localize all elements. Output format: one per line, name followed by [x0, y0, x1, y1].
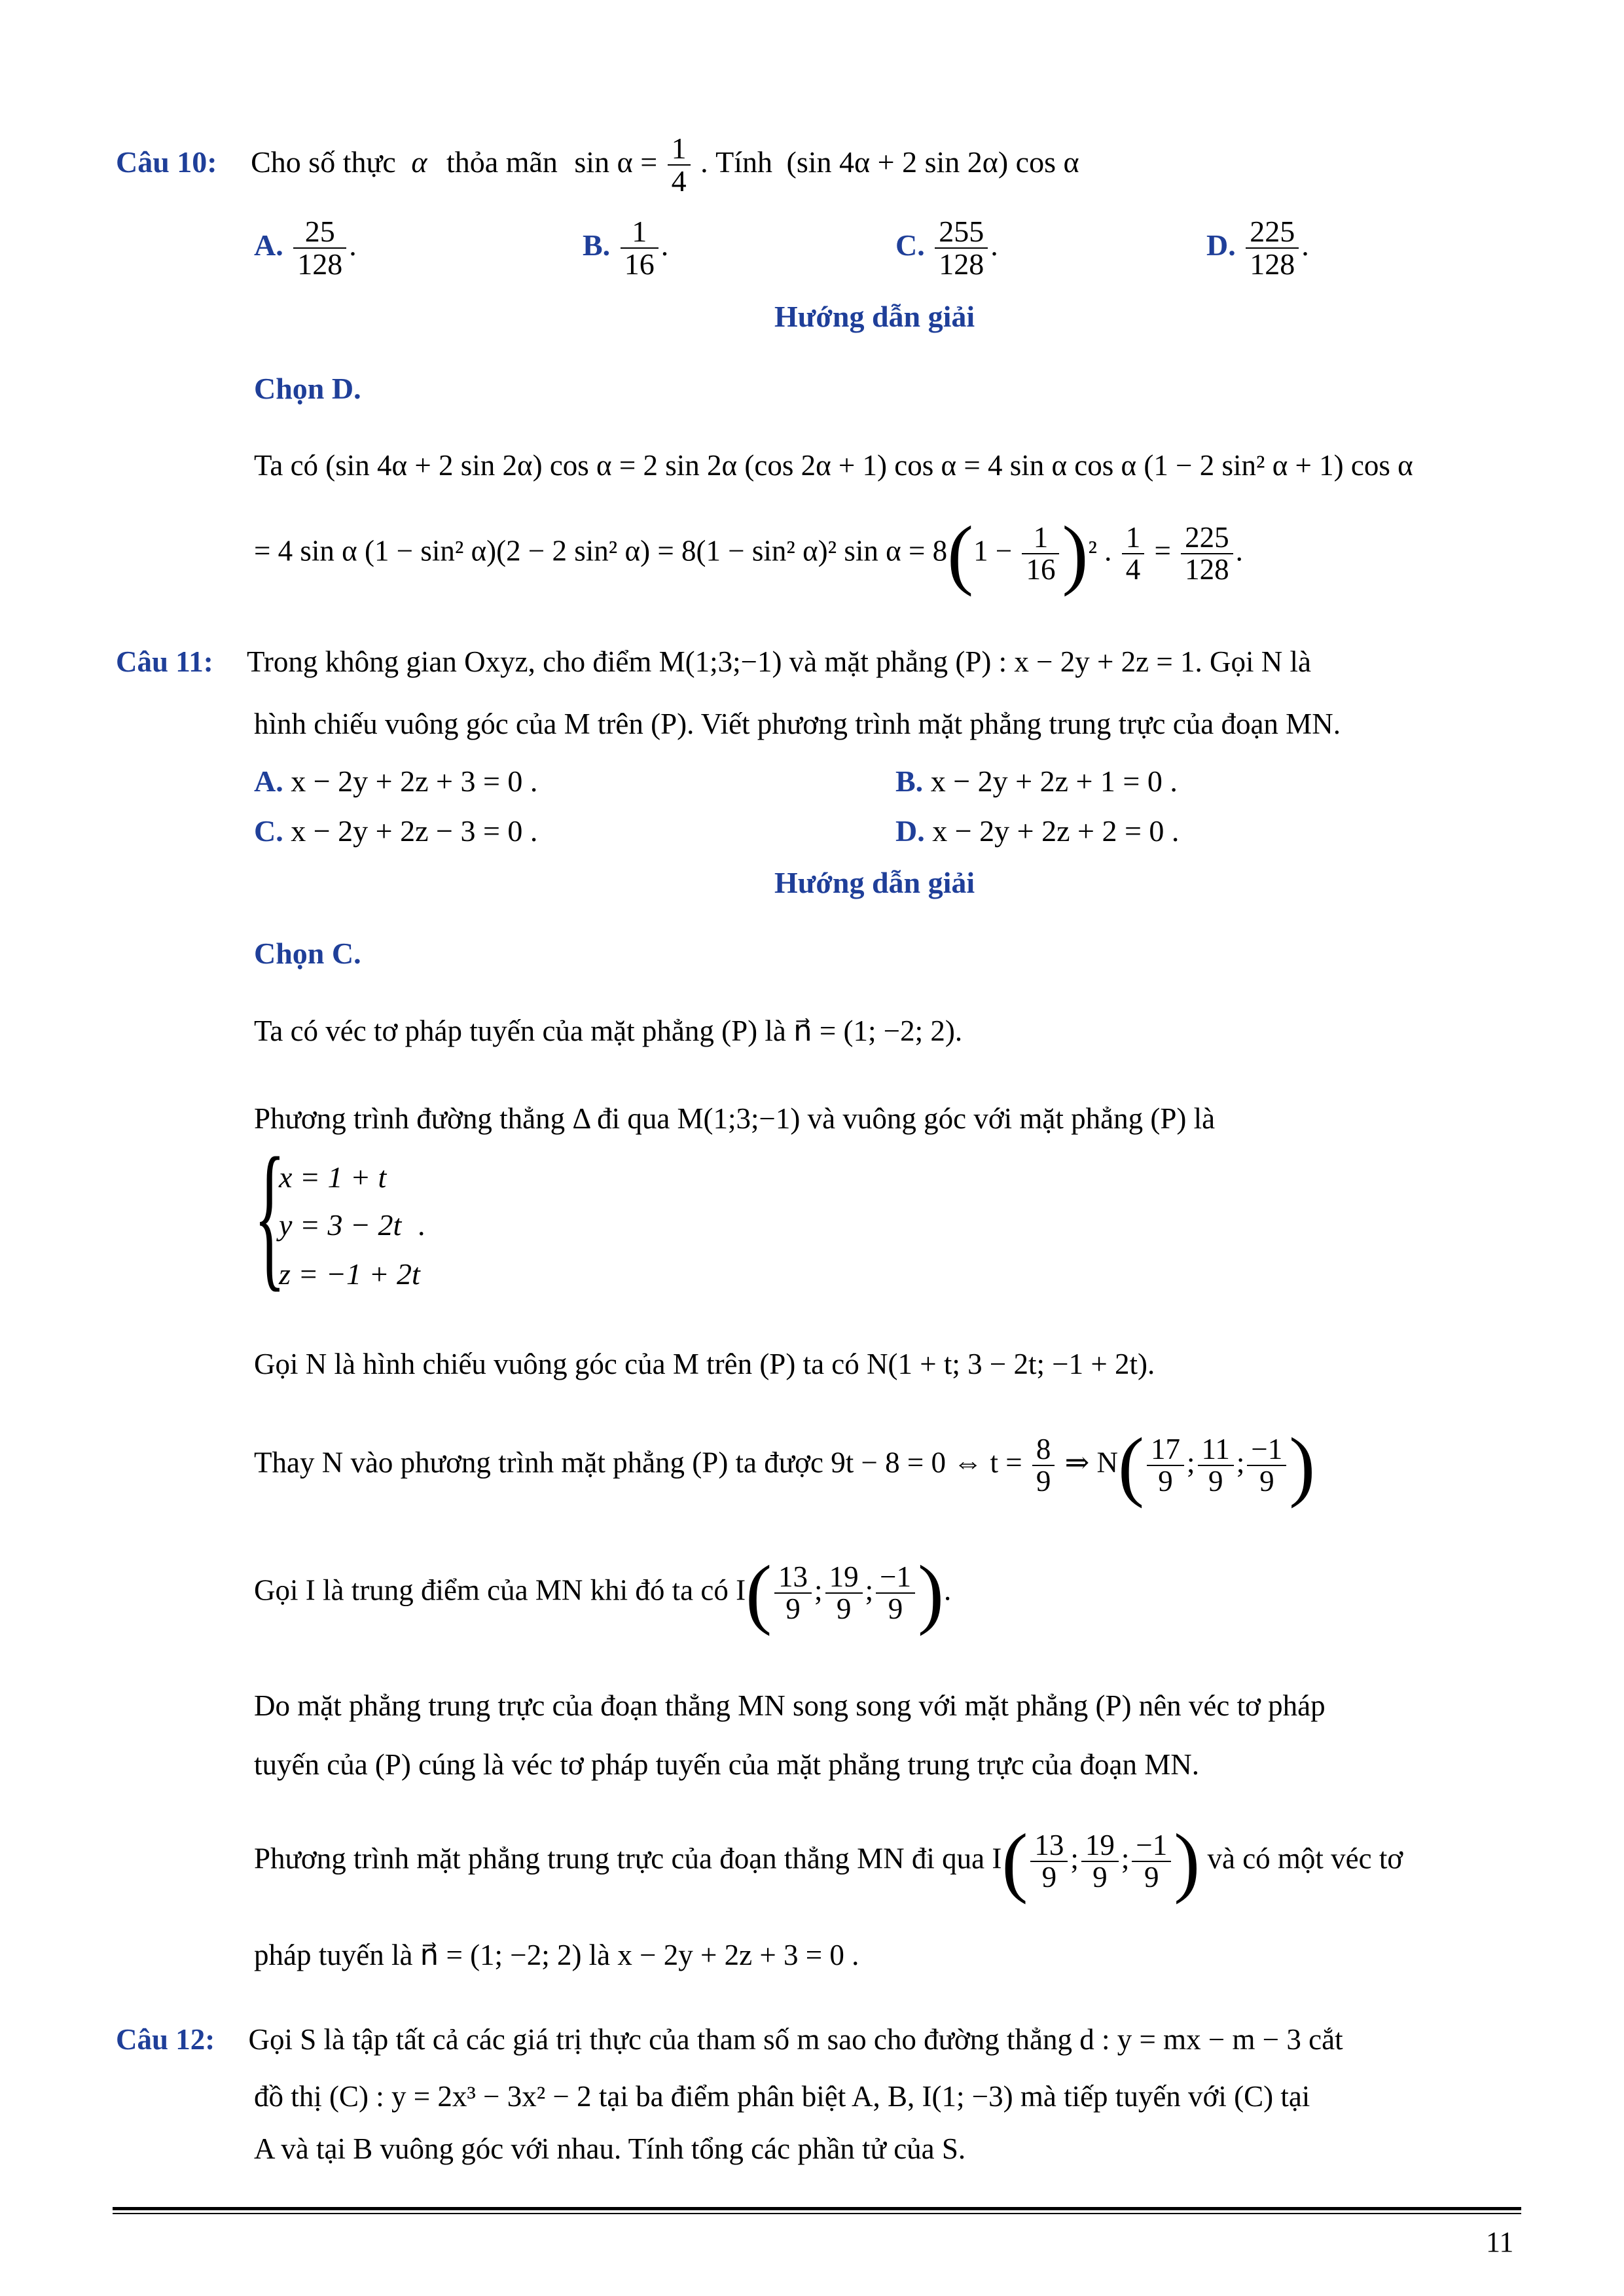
q11-option-c[interactable]: [254, 814, 537, 848]
q10-option-b-den: 16: [624, 247, 655, 281]
q11-sol-midpoint: Gọi I là trung điểm của MN khi đó ta có I( $\frac{13}{9}$ ; $\frac{19}{9}$ ; $\frac{-1}{9}$ ).: [254, 1549, 952, 1636]
q10-option-c-den: 128: [939, 247, 984, 281]
q12-line1-text: Gọi S là tập tất cả các giá trị thực của tham số m sao cho đường thẳng d : y = mx − m − 3 cắt: [248, 2023, 1343, 2056]
q11-s5-c3n: −1: [876, 1562, 915, 1594]
q11-s7-a: Phương trình mặt phẳng trung trực của đoạn thẳng MN đi qua I: [254, 1842, 1002, 1875]
q11-option-b-text: x − 2y + 2z + 1 = 0 .: [930, 764, 1178, 798]
q11-s4-c1d: 9: [1158, 1465, 1173, 1498]
q10-sin-fraction: [668, 133, 691, 198]
q10-stem-b: thỏa mãn: [446, 145, 558, 179]
q11-option-b[interactable]: [895, 764, 1178, 798]
q10-answer-choice: Chọn D.: [254, 372, 361, 405]
q11-s7-c1n: 13: [1030, 1830, 1068, 1862]
q11-s5-c1n: 13: [774, 1562, 812, 1594]
q11-param-system: [254, 1124, 450, 1306]
q10-option-b-letter: B.: [583, 228, 611, 262]
q10-option-a-fraction: [293, 216, 346, 281]
q11-sys-x: x = 1 + t: [279, 1160, 387, 1194]
q10-sol2-n3: 225: [1181, 522, 1233, 554]
q10-sol2-a: = 4 sin α (1 − sin² α)(2 − 2 sin² α) = 8(1 − sin² α)² sin α = 8: [254, 534, 948, 567]
q11-s5-coord1: [774, 1562, 812, 1625]
q10-sin-num: 1: [668, 133, 691, 166]
q11-s7-c2d: 9: [1092, 1861, 1108, 1893]
q10-sol2-end: .: [1235, 534, 1243, 567]
q11-s7-coord2: [1081, 1830, 1119, 1893]
q10-option-a[interactable]: A. $\frac{25}{128}$ .: [254, 215, 357, 281]
q11-s4-n: 8: [1032, 1434, 1055, 1466]
q11-s4-coord2: [1198, 1434, 1234, 1498]
q11-s5-end: .: [943, 1573, 952, 1607]
q10-option-d-letter: D.: [1206, 228, 1236, 262]
q11-system-brace: {: [254, 1124, 285, 1306]
q10-option-c[interactable]: C. $\frac{255}{128}$ .: [895, 215, 998, 281]
q11-option-a-text: x − 2y + 2z + 3 = 0 .: [291, 764, 538, 798]
q11-option-b-letter: B.: [895, 764, 924, 798]
q11-line1-text: Trong không gian Oxyz, cho điểm M(1;3;−1) và mặt phẳng (P) : x − 2y + 2z = 1. Gọi N là: [247, 645, 1311, 678]
q11-s4-c2n: 11: [1198, 1434, 1234, 1466]
q11-option-c-letter: C.: [254, 814, 283, 848]
q11-s7-coord3: [1132, 1830, 1171, 1893]
q11-s4-c3n: −1: [1247, 1434, 1286, 1466]
q11-s5-c3d: 9: [888, 1592, 903, 1625]
q10-option-a-den: 128: [297, 247, 343, 281]
q10-option-d-num: 225: [1246, 216, 1299, 249]
q10-sol2-frac2: [1122, 522, 1145, 586]
q11-sys-end: .: [418, 1208, 425, 1242]
q11-s7-c2n: 19: [1081, 1830, 1119, 1862]
q10-stem-c: . Tính: [700, 145, 773, 179]
q10-alpha: α: [411, 145, 427, 179]
q11-s4-coord3: [1247, 1434, 1286, 1498]
q11-s4-a: Thay N vào phương trình mặt phẳng (P) ta được 9t − 8 = 0 ⇔ t =: [254, 1446, 1022, 1479]
q10-solution-line2: = 4 sin α (1 − sin² α)(2 − 2 sin² α) = 8(1 − sin² α)² sin α = 8(1 − $\frac{1}{16}$ )² . $\frac{1}{4}$ = $\frac{225}{128}$ .: [254, 510, 1243, 597]
q10-sin-den: 4: [671, 164, 687, 198]
q10-option-d-den: 128: [1250, 247, 1295, 281]
q11-s4-c3d: 9: [1259, 1465, 1274, 1498]
q11-answer-choice: Chọn C.: [254, 937, 361, 970]
q10-sol2-d1: 16: [1026, 553, 1056, 586]
q11-s5-a: Gọi I là trung điểm của MN khi đó ta có I: [254, 1573, 746, 1607]
q12-question-line3: A và tại B vuông góc với nhau. Tính tổng các phần tử của S.: [254, 2132, 966, 2165]
q10-sol2-d3: 128: [1185, 553, 1229, 586]
q11-sys-y: y = 3 − 2t: [279, 1208, 402, 1242]
q11-s5-coord3: [876, 1562, 915, 1625]
q10-sol2-c: ² .: [1088, 534, 1112, 567]
q11-question-line2: hình chiếu vuông góc của M trên (P). Viết phương trình mặt phẳng trung trực của đoạn MN.: [254, 708, 1341, 740]
q11-s4-t-fraction: [1032, 1434, 1055, 1498]
q11-s4-d: 9: [1036, 1465, 1051, 1498]
q11-s7-c1d: 9: [1041, 1861, 1057, 1893]
q12-label: Câu 12:: [116, 2023, 215, 2056]
q10-option-c-letter: C.: [895, 228, 925, 262]
page-number: 11: [1486, 2226, 1514, 2258]
q11-sol-normal-vector: Ta có véc tơ pháp tuyến của mặt phẳng (P) là n⃗ = (1; −2; 2).: [254, 1014, 963, 1047]
q11-s7-c3d: 9: [1144, 1861, 1159, 1893]
q11-question-line1: [116, 645, 1311, 679]
q11-s7-b: và có một véc tơ: [1207, 1842, 1403, 1875]
q11-s4-c2d: 9: [1208, 1465, 1223, 1498]
q11-s5-coord2: [825, 1562, 863, 1625]
q10-sol2-n2: 1: [1122, 522, 1145, 554]
q10-option-b[interactable]: B. $\frac{1}{16}$ .: [583, 215, 669, 281]
q10-option-a-letter: A.: [254, 228, 283, 262]
q10-option-c-num: 255: [935, 216, 988, 249]
q11-sol-parallel-line1: Do mặt phẳng trung trực của đoạn thẳng MN song song với mặt phẳng (P) nên véc tơ pháp: [254, 1689, 1326, 1722]
q11-option-a[interactable]: [254, 764, 537, 798]
q10-sin-lhs: sin α =: [574, 145, 658, 179]
q11-option-d[interactable]: [895, 814, 1179, 848]
q11-s4-c1n: 17: [1147, 1434, 1184, 1466]
q10-option-b-fraction: [621, 216, 659, 281]
q11-sol-substitute: Thay N vào phương trình mặt phẳng (P) ta được 9t − 8 = 0 ⇔ t = $\frac{8}{9}$ ⇒ N( $\frac{17}{9}$ ; $\frac{11}{9}$ ; $\frac{-1}{9}$ ): [254, 1422, 1316, 1509]
q11-s5-c2n: 19: [825, 1562, 863, 1594]
q10-option-d-fraction: [1246, 216, 1299, 281]
q10-sol2-b: 1 −: [973, 534, 1013, 567]
q10-option-a-num: 25: [293, 216, 346, 249]
q10-sol2-frac1: [1022, 522, 1059, 586]
q11-guide-heading: Hướng dẫn giải: [774, 866, 975, 899]
q11-option-c-text: x − 2y + 2z − 3 = 0 .: [291, 814, 538, 848]
q11-s7-c3n: −1: [1132, 1830, 1171, 1862]
q10-expression: (sin 4α + 2 sin 2α) cos α: [786, 145, 1079, 179]
q11-sol-parallel-line2: tuyến của (P) cúng là véc tơ pháp tuyến của mặt phẳng trung trực của đoạn MN.: [254, 1748, 1199, 1781]
q11-sol-line-delta: Phương trình đường thẳng Δ đi qua M(1;3;−1) và vuông góc với mặt phẳng (P) là: [254, 1102, 1216, 1135]
footer-rule-thin: [113, 2213, 1521, 2214]
q11-s7-coord1: [1030, 1830, 1068, 1893]
q10-sol2-n1: 1: [1022, 522, 1059, 554]
q11-s4-coord1: [1147, 1434, 1184, 1498]
q11-option-d-letter: D.: [895, 814, 925, 848]
q11-sol-projection: Gọi N là hình chiếu vuông góc của M trên (P) ta có N(1 + t; 3 − 2t; −1 + 2t).: [254, 1348, 1155, 1380]
q11-s5-c1d: 9: [785, 1592, 801, 1625]
q10-sol2-eq: =: [1154, 534, 1171, 567]
q11-label: Câu 11:: [116, 645, 213, 678]
q11-s5-c2d: 9: [836, 1592, 852, 1625]
footer-rule-thick: [113, 2207, 1521, 2210]
q11-sol-plane-line1: Phương trình mặt phẳng trung trực của đoạn thẳng MN đi qua I( $\frac{13}{9}$ ; $\frac{19}{9}$ ; $\frac{-1}{9}$ ) và có một véc tơ: [254, 1818, 1403, 1905]
q11-option-d-text: x − 2y + 2z + 2 = 0 .: [932, 814, 1180, 848]
q10-sol2-frac3: [1181, 522, 1233, 586]
q10-option-b-num: 1: [621, 216, 659, 249]
q12-question-line1: [116, 2022, 1343, 2056]
q11-option-a-letter: A.: [254, 764, 283, 798]
q10-question-line: [116, 133, 1079, 198]
q10-solution-line1: Ta có (sin 4α + 2 sin 2α) cos α = 2 sin 2α (cos 2α + 1) cos α = 4 sin α cos α (1 − 2 sin² α + 1) cos α: [254, 449, 1413, 482]
q11-s4-b: ⇒ N: [1064, 1446, 1119, 1479]
q11-sol-plane-line2: pháp tuyến là n⃗ = (1; −2; 2) là x − 2y + 2z + 3 = 0 .: [254, 1939, 859, 1971]
q11-sys-z: z = −1 + 2t: [279, 1257, 420, 1291]
q12-question-line2: đồ thị (C) : y = 2x³ − 3x² − 2 tại ba điểm phân biệt A, B, I(1; −3) mà tiếp tuyến với (C) tại: [254, 2080, 1310, 2113]
q10-sol2-d2: 4: [1125, 553, 1141, 586]
q10-option-d[interactable]: D. $\frac{225}{128}$ .: [1206, 215, 1309, 281]
q10-option-c-fraction: [935, 216, 988, 281]
q10-guide-heading: Hướng dẫn giải: [774, 300, 975, 333]
q10-label: Câu 10:: [116, 145, 217, 179]
q10-stem-a: Cho số thực: [251, 145, 396, 179]
